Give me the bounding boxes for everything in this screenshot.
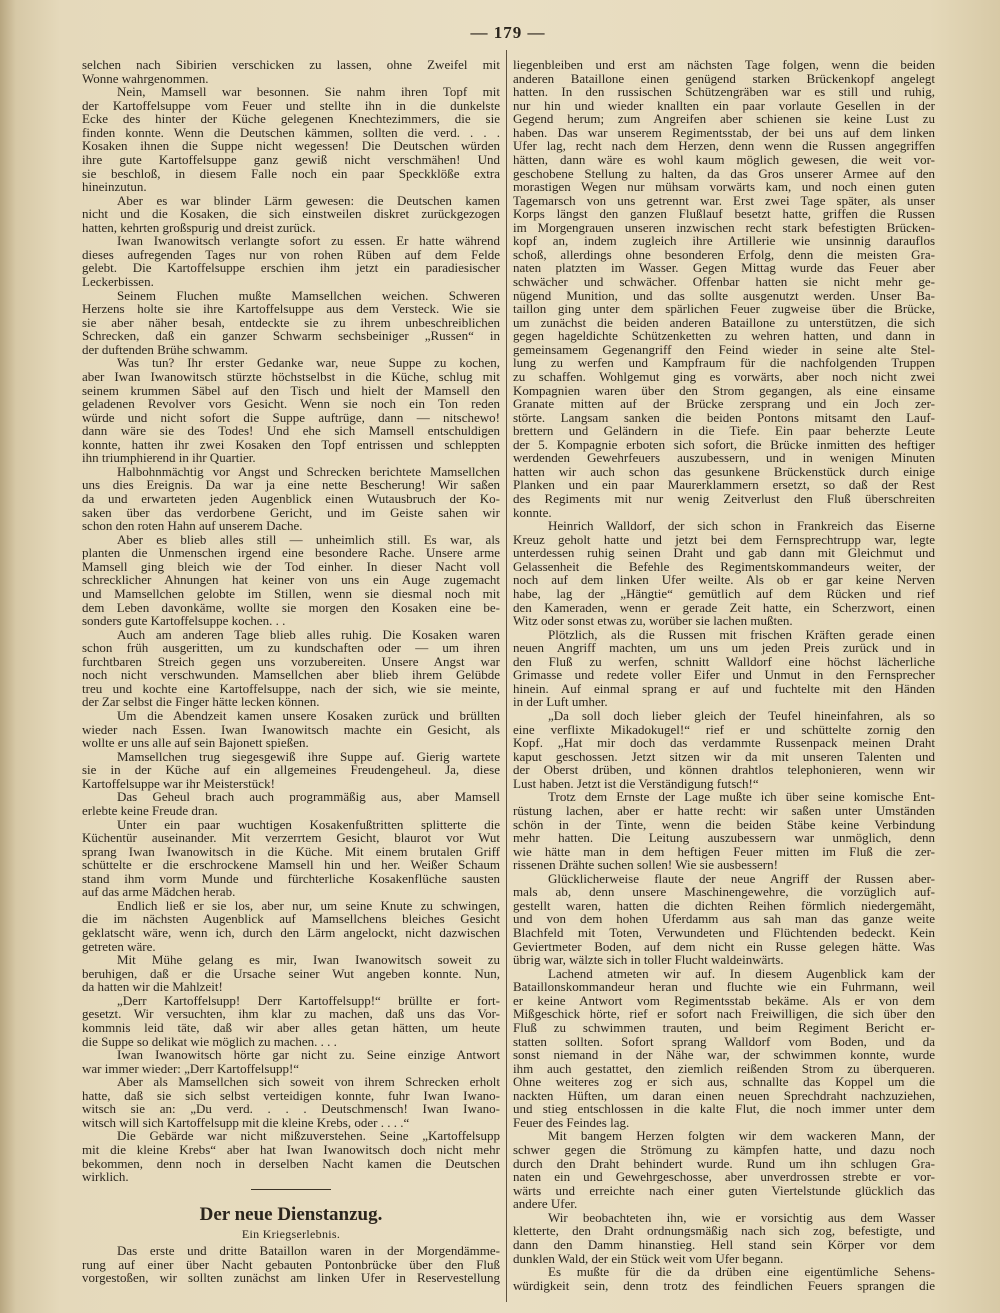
- text-line: kletterte, den Draht ordnungsmäßig nach sich zog, befestigte, und: [513, 1223, 935, 1239]
- text-line: rung auf einer über Nacht gebauten Pontonbrücke über den Fluß: [82, 1256, 500, 1272]
- paragraph: [82, 1129, 500, 1183]
- text-line: Ohne weiteres zog er sich aus, schnallte das Koppel um die: [513, 1074, 935, 1090]
- text-line: dieses aufregenden Tages nur von rohen Rüben auf dem Felde: [82, 246, 500, 262]
- text-line: getreten wäre.: [82, 938, 156, 954]
- paragraph: [82, 465, 500, 533]
- text-line: schwer gegen die Strömung zu kämpfen hatte, und dazu noch: [513, 1142, 935, 1157]
- text-line: gesetzt. Wir versuchten, ihm klar zu machen, daß uns das Vor-: [82, 1006, 500, 1022]
- text-line: geklatscht wäre, wenn ich, durch den Lärm angelockt, nicht dazwischen: [82, 925, 500, 940]
- right-column: [513, 58, 935, 1292]
- text-line: hatten, kehrten großspurig und dreist zurück.: [82, 219, 316, 235]
- text-line: neuen Angriff machten, um uns um jeden Preis zurück und in: [513, 640, 935, 656]
- text-line: da und erwarteten jeden Augenblick einen Wutausbruch der Ko-: [82, 491, 500, 506]
- text-line: „Da soll doch lieber gleich der Teufel hineinfahren, als so: [548, 708, 935, 723]
- text-line: konnte, hatten ihr zwei Kosaken den Topf entrissen und schleppten: [82, 436, 500, 452]
- text-line: mals ab, denn unsere Maschinengewehre, die vorzüglich auf-: [513, 884, 935, 900]
- text-line: gestellt waren, hatten die dichten Reihen förmlich niedergemäht,: [513, 897, 935, 913]
- text-line: Schrecken, daß ein ganzer Schwarm sechsbeiniger „Russen“ in: [82, 328, 500, 344]
- text-line: schoß, allerdings ohne besonderen Erfolg, denn die meisten Gra-: [513, 246, 935, 262]
- text-line: gegen hageldichte Schützenketten zu wehren hatten, und dann in: [513, 328, 935, 344]
- text-line: schwächer und schwächer. Offenbar hatten sie nicht mehr ge-: [513, 274, 935, 289]
- article-title: Der neue Dienstanzug.: [199, 1204, 383, 1225]
- text-line: uns dies Ereignis. Da war ja eine nette Bescherung! Wir saßen: [82, 477, 500, 493]
- text-line: Kopf. „Hat mir doch das verdammte Russenpack meinen Draht: [513, 735, 935, 751]
- text-line: ihre gute Kartoffelsuppe ganz gewiß nicht verschmähen! Und: [82, 151, 500, 167]
- title-rule: [251, 1189, 331, 1190]
- paragraph: [82, 533, 500, 628]
- text-line: Aber es war blinder Lärm gewesen: die Deutschen kamen: [117, 192, 500, 208]
- text-line: Mamsellchen trug siegesgewiß ihre Suppe auf. Gierig wartete: [117, 748, 500, 764]
- text-line: planten die Unmenschen irgend eine besondere Rache. Unsere arme: [82, 545, 500, 561]
- paragraph: [513, 1129, 935, 1210]
- text-line: Kartoffelsuppe war ihr Meisterstück!: [82, 775, 275, 791]
- text-line: treu und kochte eine Kartoffelsuppe, nach der sich, wie sie meinte,: [82, 680, 500, 696]
- text-line: der 5. Kompagnie erboten sich sofort, die Brücke inmitten des heftiger: [513, 436, 935, 452]
- text-line: Aber es blieb alles still — unheimlich still. Es war, als: [117, 531, 500, 547]
- text-line: rüstung lachen, aber er hatte recht: wir saßen unter Umständen: [513, 802, 935, 818]
- text-line: und Mamsellchen gelobte im Stillen, wenn sie diesmal noch mit: [82, 585, 500, 601]
- text-line: Geviertmeter Boden, auf dem nicht ein Russe gelegen hätte. Was: [513, 938, 935, 954]
- paragraph: [82, 790, 500, 817]
- text-line: Auch am anderen Tage blieb alles ruhig. Die Kosaken waren: [117, 626, 500, 642]
- text-line: hätten, dann wäre es wohl kaum möglich gewesen, die weit vor-: [513, 151, 935, 167]
- text-line: dann den Damm hinanstieg. Hell stand sein Körper vor dem: [513, 1236, 935, 1252]
- text-line: stand ihm vorm Munde und fürchterliche Kosakenflüche sausten: [82, 870, 500, 886]
- text-line: wollte er uns alle auf sein Bajonett spießen.: [82, 735, 309, 751]
- text-line: nackten Hüften, um daran einen neuen Sprechdraht nachzuziehen,: [513, 1087, 935, 1103]
- text-line: der Zar selbst die Finger hätte lecken können.: [82, 694, 320, 710]
- text-line: mit die kleine Krebs“ aber hat Iwan Iwanowitsch doch nicht mehr: [82, 1142, 500, 1157]
- text-line: andere Ufer.: [513, 1196, 578, 1212]
- text-line: würde und nicht sofort die Suppe auftrüge, dann — nitschewo!: [82, 409, 500, 425]
- text-line: vorgestoßen, wir sollten zunächst am linken Ufer in Reservestellung: [82, 1270, 500, 1286]
- paragraph: [82, 85, 500, 194]
- text-line: die Suppe so delikat wie möglich zu machen. . . .: [82, 1033, 337, 1049]
- paragraph: [513, 872, 935, 967]
- text-line: finden konnte. Wenn die Deutschen kämmen, sollten die verd. . . .: [82, 124, 500, 140]
- text-line: saken über das verdorbene Gericht, und im Geiste sahen wir: [82, 504, 500, 520]
- text-line: Kosaken ihnen die Suppe nicht wegessen! Die Deutschen würden: [82, 138, 500, 154]
- new-story: [82, 1187, 500, 1285]
- text-line: sonders gute Kartoffelsuppe kochen. . .: [82, 613, 286, 629]
- text-line: Lust haben. Jetzt ist die Verständigung futsch!“: [513, 775, 759, 791]
- text-line: wirklich.: [82, 1169, 129, 1185]
- text-line: rissenen Drähte suchen sollen! Wie sie ausbessern!: [513, 857, 778, 873]
- text-line: auf das arme Mädchen herab.: [82, 884, 236, 900]
- text-line: Grimasse und redete voller Eifer und Unmut in den Fernsprecher: [513, 667, 935, 683]
- text-line: die im nächsten Augenblick auf Mamsellchens bleiches Gesicht: [82, 911, 500, 927]
- text-line: schön in der Tinte, wenn die beiden Stäbe keine Verbindung: [513, 816, 935, 832]
- text-line: nur hin und wieder knallten ein paar vorlaute Gesellen in der: [513, 97, 935, 113]
- text-line: aber Iwan Iwanowitsch stürzte höchstselbst in die Küche, schlug mit: [82, 368, 500, 384]
- text-line: Mit bangem Herzen folgten wir dem wackeren Mann, der: [548, 1128, 935, 1144]
- text-line: sprang Iwan Iwanowitsch in die Küche. Mit einem brutalen Griff: [82, 843, 500, 859]
- paragraph: [82, 994, 500, 1048]
- text-line: „Derr Kartoffelsupp! Derr Kartoffelsupp!“ brüllte er fort-: [117, 992, 500, 1008]
- text-line: werdenden Gewehrfeuers auszubessern, und in wenigen Minuten: [513, 450, 935, 466]
- paragraph: [82, 289, 500, 357]
- text-line: Plötzlich, als die Russen mit frischen Kräften gerade einen: [548, 626, 935, 642]
- text-line: der Kartoffelsuppe vom Feuer und stellte ihn in die dunkelste: [82, 97, 500, 113]
- text-line: witsch will sich Kartoffelsupp mit die kleine Krebs, oder . . . .“: [82, 1114, 410, 1130]
- text-line: Iwan Iwanowitsch verlangte sofort zu essen. Er hatte während: [117, 233, 500, 249]
- paragraph: [82, 709, 500, 750]
- text-line: Leckerbissen.: [82, 274, 154, 289]
- text-line: gelebt. Die Kartoffelsuppe erschien ihm jetzt ein paradiesischer: [82, 260, 500, 276]
- text-line: haben. Das war unserem Regimentsstab, der bei uns auf dem linken: [513, 124, 935, 140]
- column-divider: [506, 50, 507, 1302]
- text-line: eine verflixte Mikadokugel!“ rief er und schüttelte zornig den: [513, 721, 935, 737]
- text-line: habe, lag der „Hängtie“ gemütlich auf dem Rücken und rief: [513, 585, 935, 601]
- text-line: naten platzten im Wasser. Gegen Mittag wurde das Feuer aber: [513, 260, 935, 276]
- text-line: hinein. Auf einmal sprang er auf und fuchtelte mit den Händen: [513, 680, 935, 696]
- text-line: Planken und ein paar Maurerklammern ersetzt, so daß der Rest: [513, 477, 935, 493]
- text-line: und stieg entschlossen in die kalte Flut, die noch immer unter dem: [513, 1101, 935, 1117]
- text-line: Küchentür auseinander. Mit verzerrtem Gesicht, blaurot vor Wut: [82, 830, 500, 846]
- text-line: den Fluß zu werfen, schnitt Walldorf eine höchst lächerliche: [513, 653, 935, 669]
- text-line: hatte, daß sie sich selbst verteidigen konnte, fuhr Iwan Iwano-: [82, 1087, 500, 1103]
- text-line: Was tun? Ihr erster Gedanke war, neue Suppe zu kochen,: [117, 355, 500, 371]
- text-line: Mamsell ging bleich wie der Tod einher. In dieser Nacht voll: [82, 558, 500, 574]
- text-line: Heinrich Walldorf, der sich schon in Frankreich das Eiserne: [548, 518, 935, 534]
- text-line: lung zu werfen und Kampfraum für die nachfolgenden Truppen: [513, 355, 935, 371]
- text-line: noch auf dem linken Ufer weilte. Als ob er gar keine Nerven: [513, 572, 935, 588]
- text-line: Mißgeschick hörte, rief er sofort nach Freiwilligen, die sich über den: [513, 1006, 935, 1022]
- text-line: Herzens holte sie ihre Kartoffelsuppe aus dem Versteck. Wie sie: [82, 301, 500, 317]
- text-line: geschobene Stellung zu halten, da das Gros unserer Armee auf den: [513, 165, 935, 181]
- text-line: taillon ging unter dem spärlichen Feuer zugweise über die Brücke,: [513, 301, 935, 317]
- text-line: Witz oder sonst etwas zu, worüber sie lachen mußten.: [513, 613, 793, 629]
- text-line: der duftenden Brühe schwamm.: [82, 341, 249, 357]
- text-line: beruhigen, daß er die Ursache seiner Wut angeben konnte. Nun,: [82, 965, 500, 981]
- text-line: sie in der Küche auf ein allgemeines Freudengeheul. Ja, diese: [82, 762, 500, 778]
- text-line: Korps längst den ganzen Flußlauf besetzt hatte, griffen die Russen: [513, 206, 935, 222]
- text-line: gemeinsamem Gegenangriff den Feind wieder in seine alte Stel-: [513, 341, 935, 357]
- text-line: furchtbaren Streich gegen uns vorzubereiten. Unsere Angst war: [82, 653, 500, 669]
- text-line: würdigkeit sein, denn trotz des feindlichen Feuers sprangen die: [513, 1277, 935, 1293]
- text-line: erlebte keine Freude dran.: [82, 802, 218, 818]
- text-line: naten ein und Gewehrgeschosse, aber unverdrossen strebte er vor-: [513, 1169, 935, 1185]
- paragraph: [513, 519, 935, 628]
- text-line: selchen nach Sibirien verschicken zu lassen, ohne Zweifel mit: [82, 57, 500, 72]
- paragraph: [82, 58, 500, 85]
- paragraph: [82, 194, 500, 235]
- text-line: Seinem Fluchen mußte Mamsellchen weichen. Schweren: [117, 287, 500, 303]
- paragraph: [82, 356, 500, 465]
- text-line: hatten. In den russischen Schützengräben war es still und ruhig,: [513, 84, 935, 100]
- left-column: [82, 58, 500, 1184]
- text-line: Bataillonskommandeur heran und fluchte wie ein Fuhrmann, weil: [513, 979, 935, 995]
- paragraph: [82, 750, 500, 791]
- text-line: Feuer des Feindes lag.: [513, 1114, 630, 1130]
- text-line: geladenen Revolver vors Gesicht. Wenn sie noch ein Ton reden: [82, 396, 500, 412]
- text-line: sonst niemand in der Nähe war, der schwimmen konnte, wurde: [513, 1047, 935, 1063]
- text-line: anderen Bataillone einen genügend starken Brückenkopf angelegt: [513, 70, 935, 86]
- text-line: wärts und erreichte nach einer guten Viertelstunde glücklich das: [513, 1182, 935, 1198]
- text-line: schüttelte er die erschrockene Mamsell hin und her. Weißer Schaum: [82, 857, 500, 873]
- paragraph: [82, 1244, 500, 1285]
- text-line: Das Geheul brach auch programmäßig aus, aber Mamsell: [117, 789, 500, 805]
- text-line: der Oberst drüben, und können drahtlos telephonieren, wenn wir: [513, 762, 935, 778]
- article-body: [82, 1244, 500, 1285]
- text-line: Ecke des hinter der Küche gelegenen Knechtezimmers, die sie: [82, 111, 500, 127]
- text-line: Fluß zu schwimmen trauten, und beim Regiment Bericht er-: [513, 1019, 935, 1035]
- text-line: bekommen, denn noch in derselben Nacht kamen die Deutschen: [82, 1155, 500, 1171]
- text-line: unterdessen ruhig seinen Draht und gab dann mit Gleichmut und: [513, 545, 935, 561]
- text-line: Nein, Mamsell war besonnen. Sie nahm ihren Topf mit: [117, 84, 500, 100]
- text-line: Ufer lag, recht nach dem Herzen, denn wenn die Russen angegriffen: [513, 138, 935, 154]
- paragraph: [513, 628, 935, 709]
- text-line: Die Gebärde war nicht mißzuverstehen. Seine „Kartoffelsupp: [117, 1128, 500, 1144]
- text-line: sie beschloß, in diesem Falle noch ein paar Speckklöße extra: [82, 165, 500, 181]
- text-line: dunklen Wald, der ein Stück weit vom Ufer begann.: [513, 1250, 784, 1266]
- paragraph: [513, 1265, 935, 1292]
- text-line: ihm auch gestattet, den ziemlich reißenden Strom zu überqueren.: [513, 1060, 935, 1076]
- text-line: Blachfeld mit Toten, Verwundeten und Flüchtenden bedeckt. Kein: [513, 925, 935, 940]
- text-line: kaput geschossen. Jetzt sitzen wir da mit unseren Talenten und: [513, 748, 935, 764]
- text-line: Aber als Mamsellchen sich soweit von ihrem Schrecken erholt: [117, 1074, 500, 1090]
- text-line: hineinzutun.: [82, 179, 147, 195]
- text-line: Mit Mühe gelang es mir, Iwan Iwanowitsch soweit zu: [117, 952, 500, 968]
- text-line: den Kameraden, wenn er gerade Zeit hatte, ein Scherzwort, einen: [513, 599, 935, 615]
- text-line: Lachend atmeten wir auf. In diesem Augenblick kam der: [548, 965, 935, 981]
- paragraph: [513, 709, 935, 790]
- text-line: mehr hatten. Die Leitung auszubessern war unmöglich, denn: [513, 830, 935, 846]
- text-line: sie aber näher besah, entdeckte sie zu ihrem unbeschreiblichen: [82, 314, 500, 330]
- text-line: schon den roten Hahn auf unserem Dache.: [82, 518, 303, 534]
- paragraph: [82, 818, 500, 899]
- text-line: konnte.: [513, 504, 552, 520]
- paragraph: [82, 899, 500, 953]
- text-line: hatten wir auch schon das gesunkene Brückenstück durch einige: [513, 463, 935, 479]
- text-line: Halbohnmächtig vor Angst und Schrecken berichtete Mamsellchen: [117, 463, 500, 479]
- text-line: Endlich ließ er sie los, aber nur, um seine Knute zu schwingen,: [117, 897, 500, 913]
- text-line: schon früh ausgeritten, um zu kundschaften oder — um ihren: [82, 640, 500, 656]
- text-line: Um die Abendzeit kamen unsere Kosaken zurück und brüllten: [117, 708, 500, 723]
- text-line: Glücklicherweise flaute der neue Angriff der Russen aber-: [548, 870, 935, 886]
- text-line: Kompagnien waren über den Strom gegangen, als eine einsame: [513, 382, 935, 398]
- text-line: seinem krummen Säbel auf den Tisch und hielt der Mamsell den: [82, 382, 500, 398]
- text-line: kommnis leid täte, daß wir aber alles getan hätten, um heute: [82, 1019, 500, 1035]
- text-line: des Regiments mit nur wenig Zeitverlust den Fluß überschreiten: [513, 491, 935, 506]
- text-line: Trotz dem Ernste der Lage mußte ich über seine komische Ent-: [548, 789, 935, 805]
- paragraph: [513, 967, 935, 1130]
- text-line: Es mußte für die da drüben eine eigentümliche Sehens-: [548, 1264, 935, 1280]
- text-line: witsch sie an: „Du verd. . . . Deutschmensch! Iwan Iwano-: [82, 1101, 500, 1117]
- text-line: im Morgengrauen unseren inzwischen recht stark befestigten Brücken-: [513, 219, 935, 235]
- text-line: Granate mitten auf der Brücke zersprang und ein Joch zer-: [513, 396, 935, 412]
- text-line: in der Luft umher.: [513, 694, 608, 710]
- text-line: Wir beobachteten ihn, wie er vorsichtig aus dem Wasser: [548, 1209, 935, 1225]
- text-line: durch den Draht behindert wurde. Rund um ihn schlugen Gra-: [513, 1155, 935, 1171]
- text-line: Das erste und dritte Bataillon waren in der Morgendämme-: [117, 1243, 500, 1258]
- text-line: Iwan Iwanowitsch hörte gar nicht zu. Seine einzige Antwort: [117, 1047, 500, 1063]
- text-line: morastigen Wegen nur mühsam vorwärts kam, und noch einen guten: [513, 179, 935, 195]
- text-line: Gegend herum; zum Angreifen aber schienen sie keine Lust zu: [513, 111, 935, 127]
- text-line: und von dem hohen Uferdamm aus sah man das ganze weite: [513, 911, 935, 927]
- text-line: er keine Antwort vom Regimentsstab bekäme. Als er von dem: [513, 992, 935, 1008]
- text-line: wie hätte man in dem heftigen Feuer mitten im Fluß die zer-: [513, 843, 935, 859]
- text-line: nicht und die Kosaken, die sich einstweilen diskret zurückgezogen: [82, 206, 500, 222]
- paragraph: [82, 628, 500, 709]
- paragraph: [82, 234, 500, 288]
- text-line: Kreuz geholt hatte und jetzt bei dem Fernsprechtrupp war, legte: [513, 531, 935, 547]
- text-line: Tagemarsch von uns getrennt war. Erst zwei Tage später, als unser: [513, 192, 935, 208]
- text-line: da hatten wir die Mahlzeit!: [82, 979, 223, 995]
- text-line: statten sollten. Sofort sprang Walldorf vom Boden, und da: [513, 1033, 935, 1049]
- text-line: liegenbleiben und erst am nächsten Tage folgen, wenn die beiden: [513, 57, 935, 72]
- text-line: war immer wieder: „Derr Kartoffelsupp!“: [82, 1060, 300, 1076]
- text-line: zu schaffen. Wohlgemut ging es vorwärts, aber noch nicht zwei: [513, 368, 935, 384]
- text-line: noch nicht verschwunden. Mamsellchen aber blieb ihrem Gelübde: [82, 667, 500, 683]
- paragraph: [513, 1211, 935, 1265]
- article-subtitle: Ein Kriegserlebnis.: [241, 1227, 341, 1241]
- text-line: übrig war, wälzte sich in toller Flucht waldeinwärts.: [513, 952, 784, 968]
- text-line: nügend Munition, und das sollte ausgenutzt werden. Unser Ba-: [513, 287, 935, 303]
- text-line: brettern und Geländern in die Tiefe. Ein paar beherzte Leute: [513, 423, 935, 439]
- paragraph: [82, 1048, 500, 1075]
- page-number: — 179 —: [470, 23, 546, 42]
- paragraph: [82, 953, 500, 994]
- text-line: dem Leben davonkäme, wollte sie morgen den Kosaken eine be-: [82, 599, 500, 615]
- paragraph: [513, 790, 935, 871]
- text-line: Gelassenheit die Befehle des Regimentskommandeurs weiter, der: [513, 558, 935, 574]
- text-line: Unter ein paar wuchtigen Kosakenfußtritten splitterte die: [117, 816, 500, 832]
- text-line: ihn triumphierend in ihr Quartier.: [82, 450, 256, 466]
- text-line: um zunächst die beiden anderen Bataillone zu unterstützen, die sich: [513, 314, 935, 330]
- continued-story: [82, 58, 500, 1184]
- text-line: störte. Langsam sanken die beiden Pontons mitsamt den Lauf-: [513, 409, 935, 425]
- paragraph: [513, 58, 935, 519]
- text-line: schrecklicher Ahnungen hat keiner von uns ein Auge zugemacht: [82, 572, 500, 588]
- text-line: kopf an, indem zugleich ihre Artillerie wie unsinnig darauflos: [513, 233, 935, 249]
- paragraph: [82, 1075, 500, 1129]
- text-line: dann wäre sie des Todes! Und ehe sich Mamsell entschuldigen: [82, 423, 500, 439]
- text-line: wieder nach Essen. Iwan Iwanowitsch machte ein Gesicht, als: [82, 721, 500, 737]
- text-line: Wonne wahrgenommen.: [82, 70, 209, 86]
